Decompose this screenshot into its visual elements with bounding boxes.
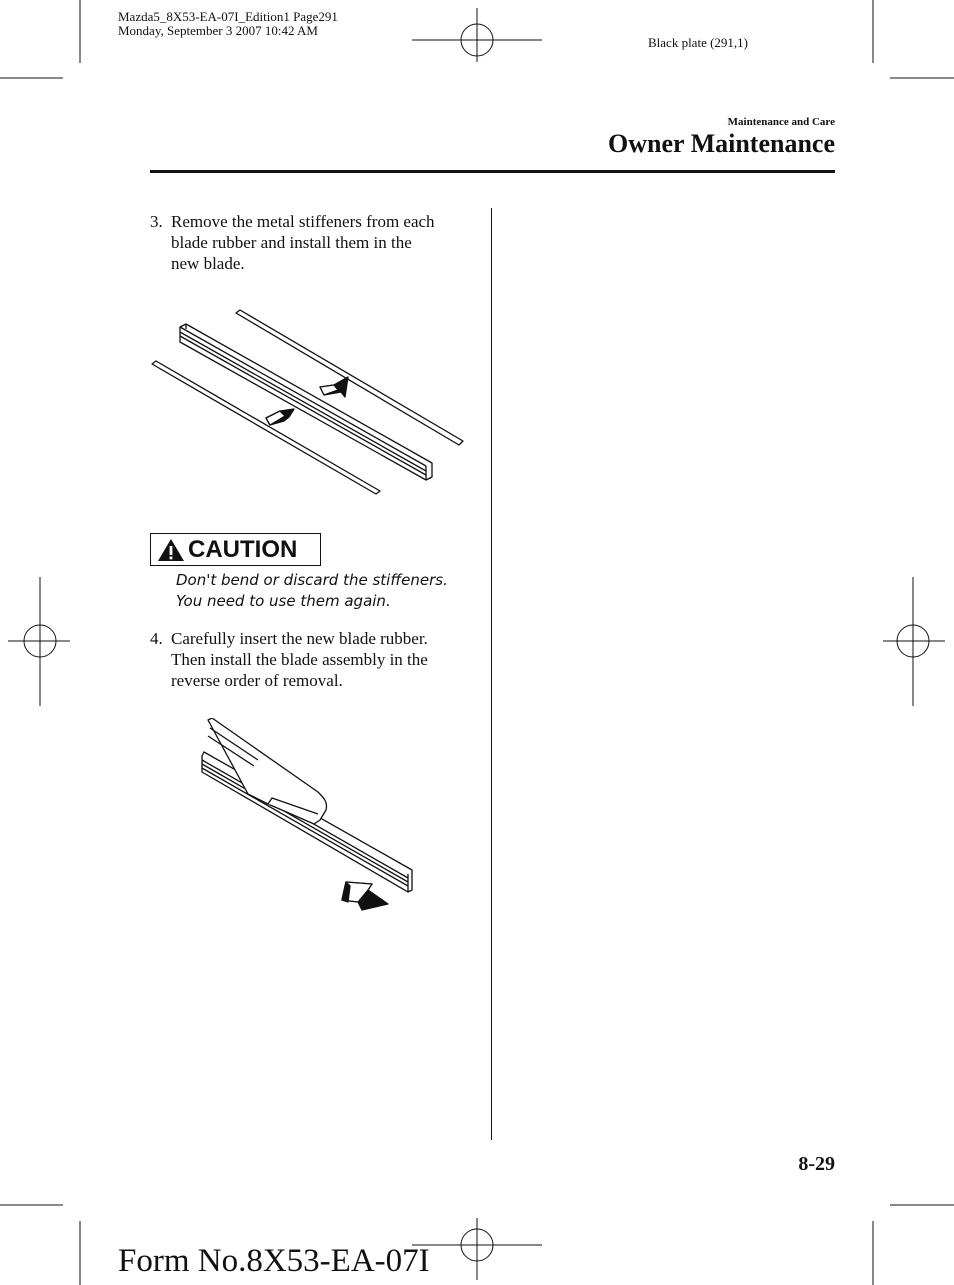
page-title: Owner Maintenance [608,129,835,158]
stiffener-installation-illustration [148,305,468,500]
form-number: Form No.8X53-EA-07I [118,1243,430,1279]
caution-text [176,570,476,612]
step-number: 4. [150,629,163,648]
print-job-line: Mazda5_8X53-EA-07I_Edition1 Page291 [118,9,338,24]
caution-line: Don't bend or discard the stiffeners. [176,571,448,589]
warning-triangle-icon [157,538,185,562]
section-category: Maintenance and Care [727,116,835,128]
step-3 [150,211,480,277]
step-number: 3. [150,212,163,231]
column-divider [491,208,492,1140]
header-rule [150,170,835,173]
blade-rubber-insertion-illustration [198,718,418,920]
step-text-line: new blade. [171,254,245,273]
caution-box [150,533,321,566]
caution-line: You need to use them again. [176,592,391,610]
step-text-line: Then install the blade assembly in the [171,650,428,669]
print-timestamp: Monday, September 3 2007 10:42 AM [118,23,318,38]
caution-label: CAUTION [188,536,298,563]
step-text-line: reverse order of removal. [171,671,343,690]
page-number: 8-29 [798,1153,835,1175]
step-text-line: Carefully insert the new blade rubber. [171,629,428,648]
step-text-line: blade rubber and install them in the [171,233,412,252]
step-4 [150,628,480,694]
step-text-line: Remove the metal stiffeners from each [171,212,435,231]
plate-label: Black plate (291,1) [648,35,748,50]
